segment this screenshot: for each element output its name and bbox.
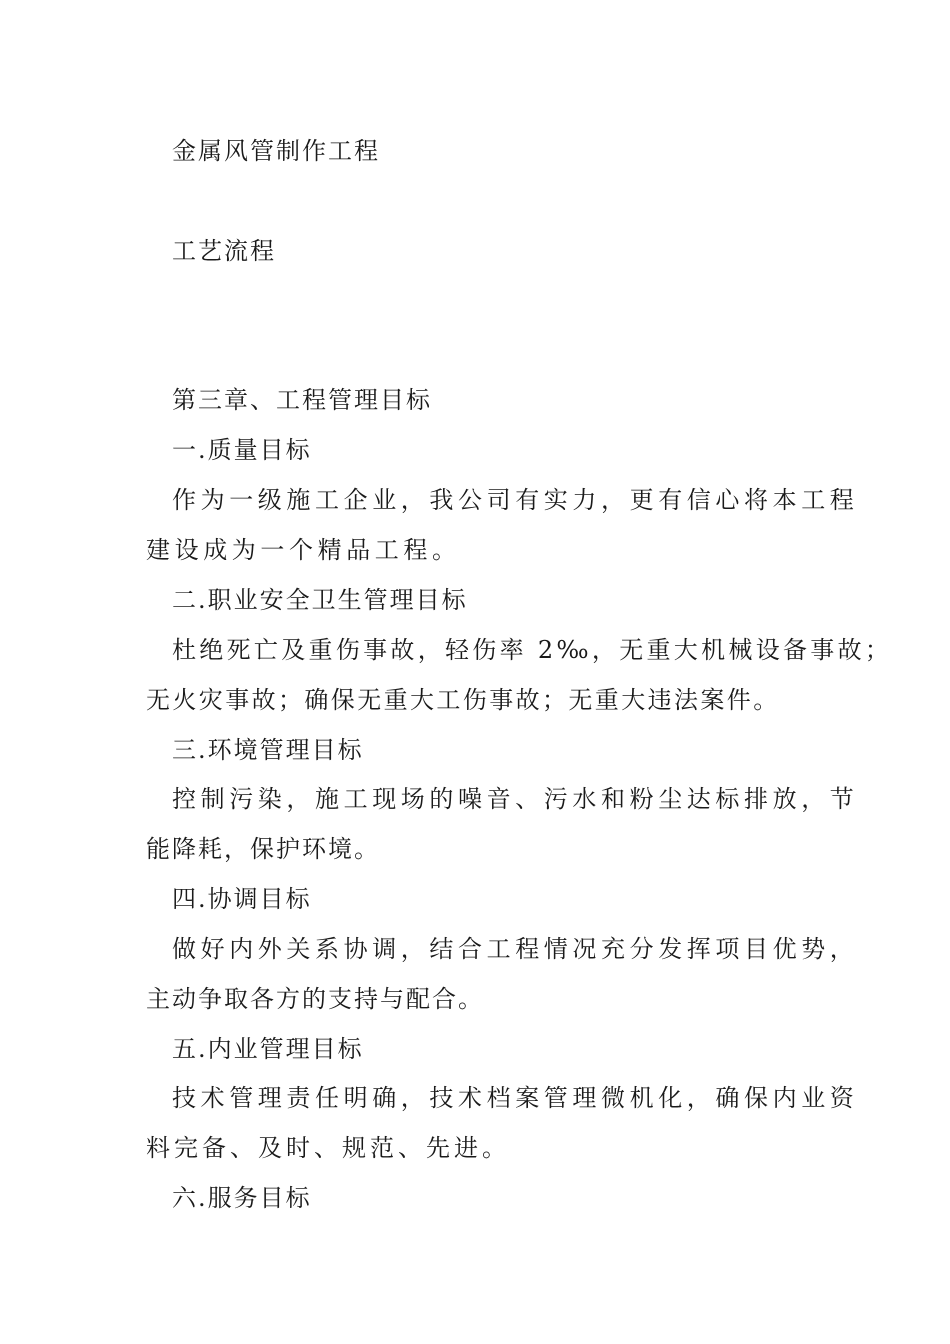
section-heading-environment: 三.环境管理目标 [172, 736, 364, 764]
section-quality-line-2: 建设成为一个精品工程。 [146, 536, 461, 564]
section-internal-line-1: 技术管理责任明确，技术档案管理微机化，确保内业资 [172, 1084, 859, 1112]
section-heading-service: 六.服务目标 [172, 1184, 312, 1212]
section-heading-internal: 五.内业管理目标 [172, 1035, 364, 1063]
section-heading-coordination: 四.协调目标 [172, 885, 312, 913]
section-safety-line-1: 杜绝死亡及重伤事故，轻伤率 2‰，无重大机械设备事故； [172, 636, 893, 664]
chapter-heading: 第三章、工程管理目标 [172, 386, 432, 414]
section-safety-line-2: 无火灾事故；确保无重大工伤事故；无重大违法案件。 [146, 686, 780, 714]
section-internal-line-2: 料完备、及时、规范、先进。 [146, 1134, 510, 1162]
section-heading-safety: 二.职业安全卫生管理目标 [172, 586, 468, 614]
section-coordination-line-1: 做好内外关系协调，结合工程情况充分发挥项目优势， [172, 935, 859, 963]
section-coordination-line-2: 主动争取各方的支持与配合。 [146, 985, 484, 1013]
document-title: 金属风管制作工程 [172, 137, 380, 165]
section-heading-quality: 一.质量目标 [172, 436, 312, 464]
process-flow-heading: 工艺流程 [172, 237, 276, 265]
section-environment-line-2: 能降耗，保护环境。 [146, 835, 380, 863]
section-environment-line-1: 控制污染，施工现场的噪音、污水和粉尘达标排放，节 [172, 785, 859, 813]
section-quality-line-1: 作为一级施工企业，我公司有实力，更有信心将本工程 [172, 486, 859, 514]
